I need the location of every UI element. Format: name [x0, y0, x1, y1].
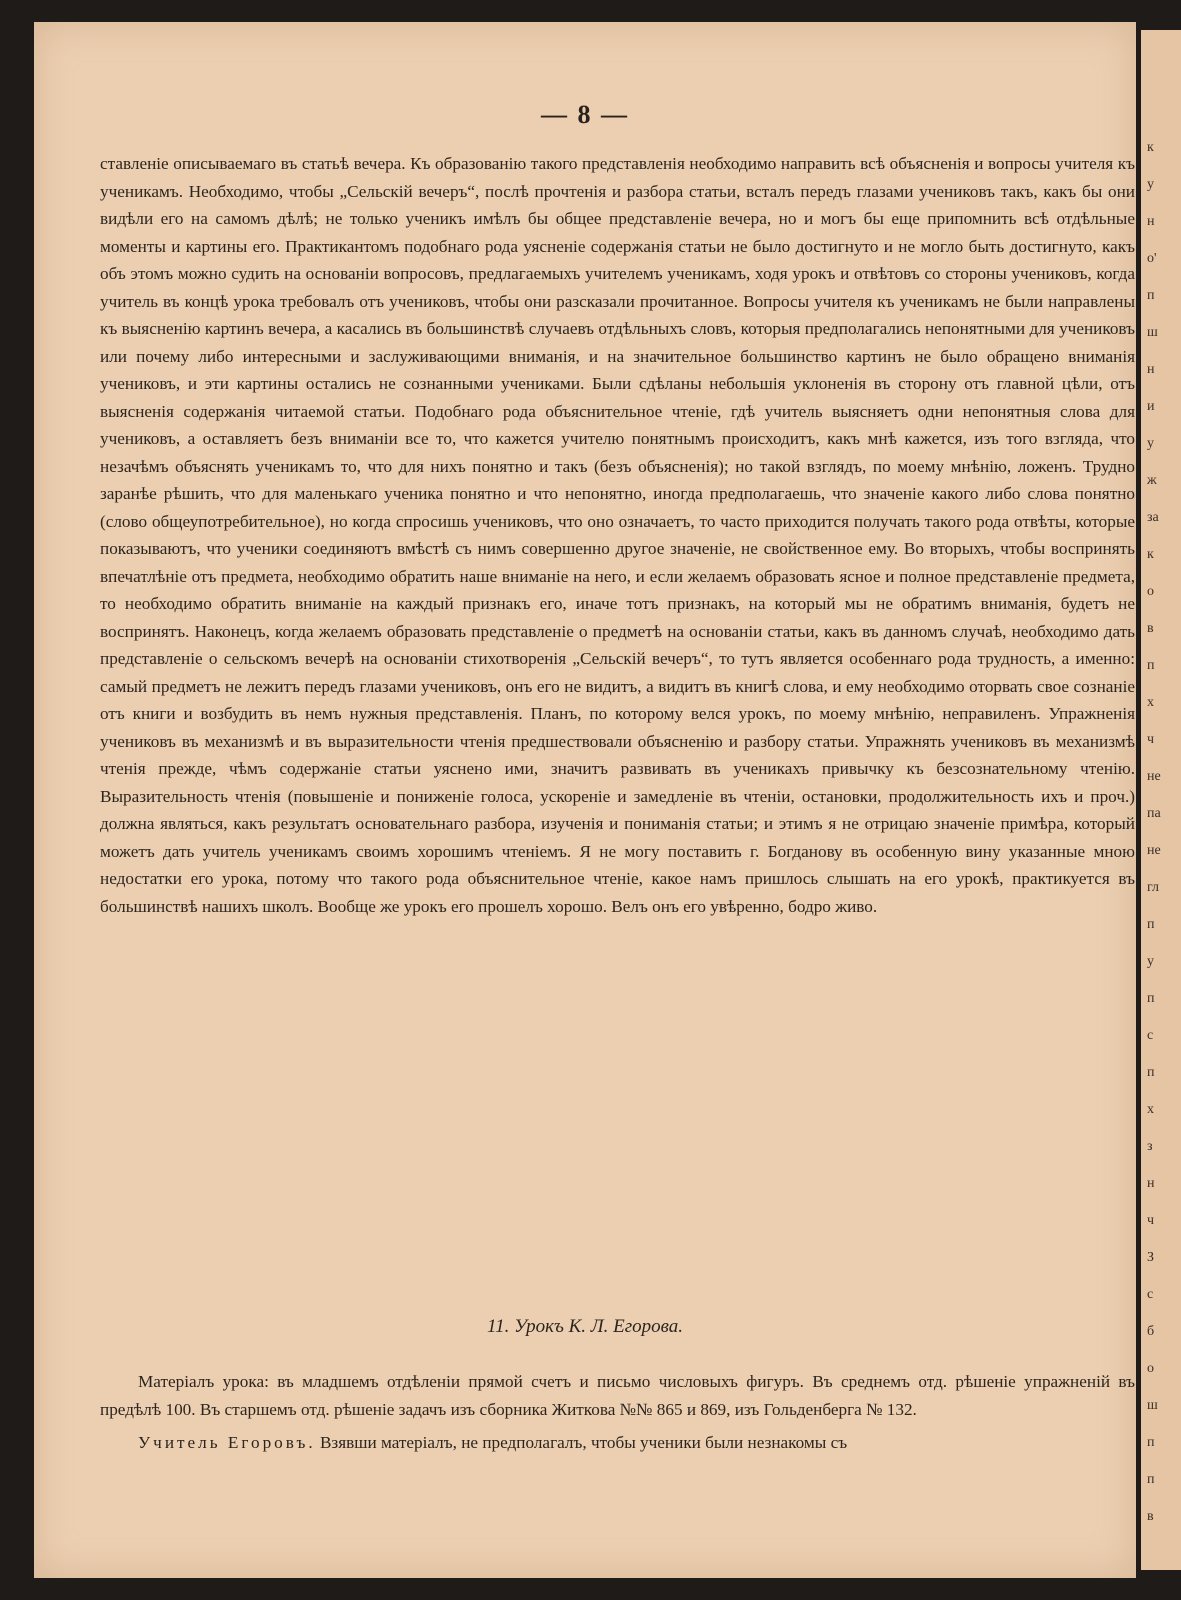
adjacent-page-fragment: ж — [1147, 473, 1157, 488]
adjacent-page-fragment: у — [1147, 436, 1154, 451]
adjacent-page-fragment: с — [1147, 1287, 1154, 1302]
adjacent-page-fragment: па — [1147, 806, 1161, 821]
main-paragraph-text: ставленіе описываемаго въ статьѣ вечера. Къ образованію такого представленія необходимо направить всѣ объясненія и вопросы учителя къ ученикамъ. Необходимо, чтобы „Сельскій вечеръ“, послѣ прочтенія и разбора статьи, всталъ передъ глазами учениковъ такъ, какъ бы они видѣли его на самомъ дѣлѣ; не только ученикъ имѣлъ бы общее представленіе вечера, но и могъ бы еще припомнить всѣ отдѣльные моменты и картины его. Практикантомъ подобнаго рода уясненіе содержанія статьи не было достигнуто и не могло быть достигнуто, какъ объ этомъ можно судить на основаніи вопросовъ, предлагаемыхъ учителемъ ученикамъ, ходя урокъ и отвѣтовъ со стороны учениковъ, когда учитель въ концѣ урока требовалъ отъ учениковъ, чтобы они разсказали прочитанное. Вопросы учителя къ ученикамъ не были направлены къ выясненію картинъ вечера, а касались въ большинствѣ случаевъ отдѣльныхъ словъ, которыя предполагались непонятными для учениковъ или почему либо интересными и заслуживающими вниманія, и на значительное большинство картинъ не было обращено вниманія учениковъ, и эти картины остались не сознанными учениками. Были сдѣланы небольшія уклоненія въ сторону отъ главной цѣли, отъ выясненія содержанія читаемой статьи. Подобнаго рода объяснительное чтеніе, гдѣ учитель выясняетъ одни непонятныя слова для учениковъ, а оставляетъ безъ вниманіи все то, что кажется учителю понятнымъ происходитъ, какъ мнѣ кажется, изъ того взгляда, что незачѣмъ объяснять ученикамъ то, что для нихъ понятно и такъ (безъ объясненія); но такой взглядъ, по моему мнѣнію, ложенъ. Трудно заранѣе рѣшить, что для маленькаго ученика понятно и что непонятно, иногда предполагаешь, что значеніе какого либо слова понятно (слово общеупотребительное), но когда спросишь учениковъ, что оно означаетъ, то часто приходится получать такого рода отвѣты, которые показываютъ, что ученики соединяютъ вмѣстѣ съ нимъ совершенно другое значеніе, не свойственное ему. Во вторыхъ, чтобы воспринять впечатлѣніе отъ предмета, необходимо обратить наше вниманіе на него, и если желаемъ образовать ясное и полное представленіе предмета, то необходимо обратить вниманіе на каждый признакъ его, иначе тотъ признакъ, на который мы не обратимъ вниманія, будетъ не воспринятъ. Наконецъ, когда желаемъ образовать представленіе о предметѣ на основаніи статьи, какъ въ данномъ случаѣ, необходимо дать представленіе о сельскомъ вечерѣ на основаніи стихотворенія „Сельскій вечеръ“, то тутъ является особеннаго рода трудность, а именно: самый предметъ не лежитъ передъ глазами учениковъ, онъ его не видитъ, а видитъ въ книгѣ слова, и ему необходимо оторвать свое сознаніе отъ книги и возбудить въ немъ нужныя представленія. Планъ, по которому велся урокъ, по моему мнѣнію, неправиленъ. Упражненія учениковъ въ механизмѣ и въ выразительности чтенія предшествовали объясненію и разбору статьи. Упражнять учениковъ въ механизмѣ чтенія прежде, чѣмъ содержаніе статьи уяснено ими, значитъ развивать въ ученикахъ привычку къ безсознательному чтенію. Выразительность чтенія (повышеніе и пониженіе голоса, ускореніе и замедленіе въ чтеніи, остановки, продолжительность ихъ и проч.) должна являться, какъ результатъ основательнаго разбора, изученія и пониманія статьи; и этимъ я не отрицаю значеніе примѣра, который можетъ дать учитель ученикамъ своимъ хорошимъ чтеніемъ. Я не могу поставить г. Богданову въ особенную вину указанные мною недостатки его урока, потому что такого рода объяснительное чтеніе, какое намъ пришлось слышать на его урокѣ, практикуется въ большинствѣ нашихъ школъ. Вообще же урокъ его прошелъ хорошо. Велъ онъ его увѣренно, бодро живо. — [100, 154, 1135, 916]
adjacent-page-fragment: З — [1147, 1250, 1155, 1265]
adjacent-page-edge — [1141, 30, 1181, 1570]
adjacent-page-fragment: п — [1147, 1472, 1155, 1487]
adjacent-page-fragment: ч — [1147, 732, 1155, 747]
adjacent-page-fragment: о — [1147, 584, 1154, 599]
adjacent-page-fragment: ч — [1147, 1213, 1155, 1228]
adjacent-page-fragment: н — [1147, 214, 1155, 229]
adjacent-page-fragment: и — [1147, 399, 1155, 414]
adjacent-page-fragment: к — [1147, 140, 1154, 155]
main-paragraph — [100, 150, 1135, 920]
adjacent-page-fragment: п — [1147, 917, 1155, 932]
adjacent-page-fragment: п — [1147, 658, 1155, 673]
adjacent-page-fragment: п — [1147, 1435, 1155, 1450]
lesson-material — [100, 1368, 1135, 1457]
adjacent-page-fragment: п — [1147, 991, 1155, 1006]
page-number: — 8 — — [541, 100, 629, 129]
adjacent-page-fragment: не — [1147, 843, 1161, 858]
adjacent-page-fragment: у — [1147, 954, 1154, 969]
adjacent-page-fragment: за — [1147, 510, 1159, 525]
adjacent-page-fragment: п — [1147, 1065, 1155, 1080]
adjacent-page-fragment: о' — [1147, 251, 1157, 266]
adjacent-page-fragment: о — [1147, 1361, 1154, 1376]
adjacent-page-fragment: н — [1147, 362, 1155, 377]
section-heading: 11. Урокъ К. Л. Егорова. — [487, 1316, 683, 1337]
adjacent-page-fragment: н — [1147, 1176, 1155, 1191]
book-page — [34, 22, 1136, 1578]
teacher-text: Взявши матеріалъ, не предполагалъ, чтобы ученики были незнакомы съ — [319, 1433, 848, 1452]
adjacent-page-fragment: ш — [1147, 1398, 1158, 1413]
adjacent-page-fragment: в — [1147, 1509, 1154, 1524]
adjacent-page-fragment: в — [1147, 621, 1154, 636]
adjacent-page-fragment: к — [1147, 547, 1154, 562]
adjacent-page-fragment: гл — [1147, 880, 1160, 895]
adjacent-page-fragment: у — [1147, 177, 1154, 192]
adjacent-page-fragment: п — [1147, 288, 1155, 303]
adjacent-page-fragment: з — [1147, 1139, 1153, 1154]
adjacent-page-fragment: не — [1147, 769, 1161, 784]
teacher-paragraph — [100, 1429, 1135, 1457]
adjacent-page-fragment: ш — [1147, 325, 1158, 340]
adjacent-page-fragment: х — [1147, 695, 1154, 710]
material-paragraph: Матеріалъ урока: въ младшемъ отдѣленіи прямой счетъ и письмо числовыхъ фигуръ. Въ среднемъ отд. рѣшеніе упражненій въ предѣлѣ 100. Въ старшемъ отд. рѣшеніе задачъ изъ сборника Житкова №№ 865 и 869, изъ Гольденберга № 132. — [100, 1372, 1135, 1419]
adjacent-page-fragment: б — [1147, 1324, 1155, 1339]
teacher-label: Учитель Егоровъ. — [138, 1433, 316, 1452]
adjacent-page-fragment: х — [1147, 1102, 1154, 1117]
adjacent-page-fragment: с — [1147, 1028, 1154, 1043]
